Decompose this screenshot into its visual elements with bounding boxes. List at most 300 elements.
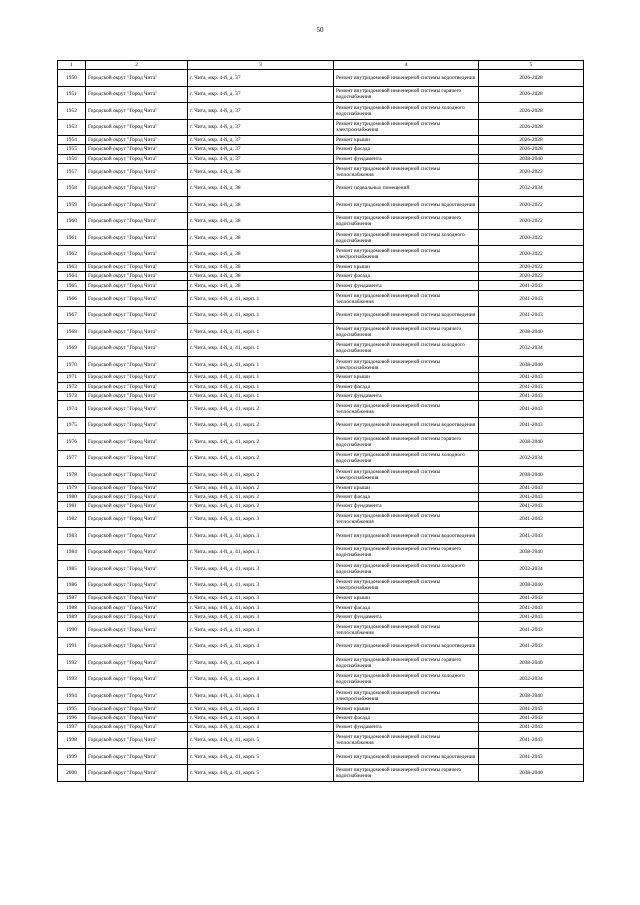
table-row <box>58 434 584 451</box>
row-number-cell: 1985 <box>58 561 86 578</box>
work-type-cell: Ремонт крыши <box>334 483 479 492</box>
row-number-cell: 1954 <box>58 136 86 145</box>
period-cell: 2038-2040 <box>479 687 584 704</box>
address-cell: г. Чита, мкр. 4-й, д. 41, корп. 2 <box>188 417 334 434</box>
address-cell: г. Чита, мкр. 4-й, д. 41, корп. 3 <box>188 544 334 561</box>
period-cell: 2038-2040 <box>479 765 584 782</box>
work-type-cell: Ремонт внутридомовой инженерной системы водоотведения <box>334 70 479 87</box>
address-cell: г. Чита, мкр. 4-й, д. 41, корп. 3 <box>188 577 334 594</box>
row-number-cell: 1963 <box>58 262 86 271</box>
table-row <box>58 704 584 713</box>
address-cell: г. Чита, мкр. 4-й, д. 37 <box>188 86 334 103</box>
address-cell: г. Чита, мкр. 4-й, д. 41, корп. 2 <box>188 502 334 511</box>
address-cell: г. Чита, мкр. 4-й, д. 41, корп. 2 <box>188 434 334 451</box>
row-number-cell: 1975 <box>58 417 86 434</box>
period-cell: 2041-2043 <box>479 391 584 400</box>
municipality-cell: Городской округ "Город Чита" <box>86 272 188 281</box>
work-type-cell: Ремонт фундамента <box>334 723 479 732</box>
period-cell: 2032-2034 <box>479 180 584 197</box>
municipality-cell: Городской округ "Город Чита" <box>86 765 188 782</box>
work-type-cell: Ремонт подвальных помещений <box>334 180 479 197</box>
table-row <box>58 145 584 154</box>
municipality-cell: Городской округ "Город Чита" <box>86 544 188 561</box>
table-row <box>58 281 584 290</box>
municipality-cell: Городской округ "Город Чита" <box>86 502 188 511</box>
table-row <box>58 511 584 528</box>
municipality-cell: Городской округ "Город Чита" <box>86 163 188 180</box>
address-cell: г. Чита, мкр. 4-й, д. 41, корп. 1 <box>188 340 334 357</box>
address-cell: г. Чита, мкр. 4-й, д. 41, корп. 5 <box>188 765 334 782</box>
table-row <box>58 246 584 263</box>
municipality-cell: Городской округ "Город Чита" <box>86 290 188 307</box>
municipality-cell: Городской округ "Город Чита" <box>86 723 188 732</box>
row-number-cell: 1969 <box>58 340 86 357</box>
period-cell: 2032-2034 <box>479 561 584 578</box>
table-row <box>58 638 584 655</box>
table-row <box>58 594 584 603</box>
municipality-cell: Городской округ "Город Чита" <box>86 748 188 765</box>
municipality-cell: Городской округ "Город Чита" <box>86 86 188 103</box>
work-type-cell: Ремонт фундамента <box>334 502 479 511</box>
address-cell: г. Чита, мкр. 4-й, д. 41, корп. 3 <box>188 612 334 621</box>
period-cell: 2041-2043 <box>479 281 584 290</box>
period-cell: 2038-2040 <box>479 356 584 373</box>
address-cell: г. Чита, мкр. 4-й, д. 41, корп. 4 <box>188 713 334 722</box>
table-row <box>58 561 584 578</box>
table-row <box>58 401 584 418</box>
table-row <box>58 154 584 163</box>
work-type-cell: Ремонт внутридомовой инженерной системы электроснабжения <box>334 119 479 136</box>
work-type-cell: Ремонт фундамента <box>334 612 479 621</box>
table-row <box>58 732 584 749</box>
address-cell: г. Чита, мкр. 4-й, д. 41, корп. 1 <box>188 307 334 324</box>
municipality-cell: Городской округ "Город Чита" <box>86 594 188 603</box>
municipality-cell: Городской округ "Город Чита" <box>86 577 188 594</box>
period-cell: 2041-2043 <box>479 528 584 545</box>
municipality-cell: Городской округ "Город Чита" <box>86 511 188 528</box>
work-type-cell: Ремонт внутридомовой инженерной системы электроснабжения <box>334 246 479 263</box>
address-cell: г. Чита, мкр. 4-й, д. 41, корп. 4 <box>188 671 334 688</box>
address-cell: г. Чита, мкр. 4-й, д. 37 <box>188 154 334 163</box>
table-row <box>58 687 584 704</box>
work-type-cell: Ремонт внутридомовой инженерной системы теплоснабжения <box>334 163 479 180</box>
period-cell: 2041-2043 <box>479 401 584 418</box>
work-type-cell: Ремонт внутридомовой инженерной системы горячего водоснабжения <box>334 434 479 451</box>
table-row <box>58 528 584 545</box>
table-row <box>58 323 584 340</box>
row-number-cell: 1989 <box>58 612 86 621</box>
table-header-row <box>58 61 584 70</box>
row-number-cell: 1968 <box>58 323 86 340</box>
period-cell: 2038-2040 <box>479 434 584 451</box>
table-row <box>58 340 584 357</box>
work-type-cell: Ремонт крыши <box>334 262 479 271</box>
municipality-cell: Городской округ "Город Чита" <box>86 382 188 391</box>
period-cell: 2026-2028 <box>479 103 584 120</box>
work-type-cell: Ремонт внутридомовой инженерной системы горячего водоснабжения <box>334 86 479 103</box>
row-number-cell: 1979 <box>58 483 86 492</box>
municipality-cell: Городской округ "Город Чита" <box>86 307 188 324</box>
municipality-cell: Городской округ "Город Чита" <box>86 654 188 671</box>
work-type-cell: Ремонт внутридомовой инженерной системы холодного водоснабжения <box>334 671 479 688</box>
municipality-cell: Городской округ "Город Чита" <box>86 434 188 451</box>
table-row <box>58 119 584 136</box>
address-cell: г. Чита, мкр. 4-й, д. 41, корп. 3 <box>188 511 334 528</box>
address-cell: г. Чита, мкр. 4-й, д. 41, корп. 4 <box>188 638 334 655</box>
period-cell: 2038-2040 <box>479 467 584 484</box>
table-row <box>58 603 584 612</box>
table-row <box>58 272 584 281</box>
work-type-cell: Ремонт фундамента <box>334 154 479 163</box>
column-header: 3 <box>188 61 334 70</box>
work-type-cell: Ремонт внутридомовой инженерной системы электроснабжения <box>334 467 479 484</box>
row-number-cell: 1986 <box>58 577 86 594</box>
row-number-cell: 1957 <box>58 163 86 180</box>
period-cell: 2020-2022 <box>479 213 584 230</box>
period-cell: 2041-2043 <box>479 638 584 655</box>
municipality-cell: Городской округ "Город Чита" <box>86 603 188 612</box>
period-cell: 2041-2043 <box>479 713 584 722</box>
work-type-cell: Ремонт внутридомовой инженерной системы холодного водоснабжения <box>334 103 479 120</box>
address-cell: г. Чита, мкр. 4-й, д. 37 <box>188 119 334 136</box>
table-row <box>58 307 584 324</box>
work-type-cell: Ремонт крыши <box>334 704 479 713</box>
work-type-cell: Ремонт внутридомовой инженерной системы горячего водоснабжения <box>334 765 479 782</box>
address-cell: г. Чита, мкр. 4-й, д. 38 <box>188 163 334 180</box>
row-number-cell: 1996 <box>58 713 86 722</box>
municipality-cell: Городской округ "Город Чита" <box>86 196 188 213</box>
table-row <box>58 382 584 391</box>
period-cell: 2038-2040 <box>479 544 584 561</box>
period-cell: 2020-2022 <box>479 246 584 263</box>
row-number-cell: 1987 <box>58 594 86 603</box>
address-cell: г. Чита, мкр. 4-й, д. 41, корп. 1 <box>188 290 334 307</box>
address-cell: г. Чита, мкр. 4-й, д. 41, корп. 3 <box>188 561 334 578</box>
row-number-cell: 1977 <box>58 450 86 467</box>
work-type-cell: Ремонт внутридомовой инженерной системы теплоснабжения <box>334 732 479 749</box>
address-cell: г. Чита, мкр. 4-й, д. 37 <box>188 136 334 145</box>
work-type-cell: Ремонт фасада <box>334 603 479 612</box>
row-number-cell: 1983 <box>58 528 86 545</box>
page-number: 50 <box>316 26 324 34</box>
work-type-cell: Ремонт фундамента <box>334 391 479 400</box>
period-cell: 2041-2043 <box>479 748 584 765</box>
row-number-cell: 1966 <box>58 290 86 307</box>
repair-schedule-table <box>57 60 584 782</box>
municipality-cell: Городской округ "Город Чита" <box>86 180 188 197</box>
row-number-cell: 1972 <box>58 382 86 391</box>
period-cell: 2020-2022 <box>479 262 584 271</box>
period-cell: 2038-2040 <box>479 154 584 163</box>
municipality-cell: Городской округ "Город Чита" <box>86 262 188 271</box>
address-cell: г. Чита, мкр. 4-й, д. 41, корп. 1 <box>188 373 334 382</box>
work-type-cell: Ремонт внутридомовой инженерной системы водоотведения <box>334 748 479 765</box>
period-cell: 2041-2043 <box>479 612 584 621</box>
municipality-cell: Городской округ "Город Чита" <box>86 704 188 713</box>
municipality-cell: Городской округ "Город Чита" <box>86 450 188 467</box>
municipality-cell: Городской округ "Город Чита" <box>86 281 188 290</box>
address-cell: г. Чита, мкр. 4-й, д. 41, корп. 1 <box>188 356 334 373</box>
row-number-cell: 1960 <box>58 213 86 230</box>
row-number-cell: 1991 <box>58 638 86 655</box>
row-number-cell: 1995 <box>58 704 86 713</box>
address-cell: г. Чита, мкр. 4-й, д. 41, корп. 2 <box>188 492 334 501</box>
row-number-cell: 1958 <box>58 180 86 197</box>
row-number-cell: 1999 <box>58 748 86 765</box>
work-type-cell: Ремонт внутридомовой инженерной системы горячего водоснабжения <box>334 544 479 561</box>
row-number-cell: 1959 <box>58 196 86 213</box>
table-row <box>58 70 584 87</box>
address-cell: г. Чита, мкр. 4-й, д. 41, корп. 2 <box>188 483 334 492</box>
address-cell: г. Чита, мкр. 4-й, д. 41, корп. 4 <box>188 723 334 732</box>
municipality-cell: Городской округ "Город Чита" <box>86 612 188 621</box>
table-row <box>58 136 584 145</box>
address-cell: г. Чита, мкр. 4-й, д. 41, корп. 3 <box>188 528 334 545</box>
work-type-cell: Ремонт внутридомовой инженерной системы теплоснабжения <box>334 621 479 638</box>
address-cell: г. Чита, мкр. 4-й, д. 38 <box>188 229 334 246</box>
municipality-cell: Городской округ "Город Чита" <box>86 467 188 484</box>
work-type-cell: Ремонт внутридомовой инженерной системы горячего водоснабжения <box>334 323 479 340</box>
address-cell: г. Чита, мкр. 4-й, д. 38 <box>188 262 334 271</box>
table-row <box>58 748 584 765</box>
municipality-cell: Городской округ "Город Чита" <box>86 323 188 340</box>
period-cell: 2041-2043 <box>479 621 584 638</box>
row-number-cell: 1982 <box>58 511 86 528</box>
period-cell: 2041-2043 <box>479 483 584 492</box>
address-cell: г. Чита, мкр. 4-й, д. 41, корп. 5 <box>188 732 334 749</box>
period-cell: 2020-2022 <box>479 272 584 281</box>
address-cell: г. Чита, мкр. 4-й, д. 38 <box>188 246 334 263</box>
row-number-cell: 1976 <box>58 434 86 451</box>
period-cell: 2041-2043 <box>479 594 584 603</box>
work-type-cell: Ремонт внутридомовой инженерной системы горячего водоснабжения <box>334 654 479 671</box>
row-number-cell: 1964 <box>58 272 86 281</box>
row-number-cell: 1997 <box>58 723 86 732</box>
period-cell: 2032-2034 <box>479 340 584 357</box>
work-type-cell: Ремонт внутридомовой инженерной системы горячего водоснабжения <box>334 213 479 230</box>
work-type-cell: Ремонт внутридомовой инженерной системы водоотведения <box>334 638 479 655</box>
row-number-cell: 1950 <box>58 70 86 87</box>
row-number-cell: 1973 <box>58 391 86 400</box>
table-row <box>58 671 584 688</box>
address-cell: г. Чита, мкр. 4-й, д. 41, корп. 4 <box>188 654 334 671</box>
row-number-cell: 2000 <box>58 765 86 782</box>
address-cell: г. Чита, мкр. 4-й, д. 41, корп. 3 <box>188 603 334 612</box>
work-type-cell: Ремонт внутридомовой инженерной системы холодного водоснабжения <box>334 340 479 357</box>
column-header: 1 <box>58 61 86 70</box>
address-cell: г. Чита, мкр. 4-й, д. 41, корп. 2 <box>188 467 334 484</box>
address-cell: г. Чита, мкр. 4-й, д. 38 <box>188 213 334 230</box>
table-row <box>58 765 584 782</box>
period-cell: 2026-2028 <box>479 145 584 154</box>
municipality-cell: Городской округ "Город Чита" <box>86 246 188 263</box>
row-number-cell: 1988 <box>58 603 86 612</box>
municipality-cell: Городской округ "Город Чита" <box>86 119 188 136</box>
table-row <box>58 492 584 501</box>
municipality-cell: Городской округ "Город Чита" <box>86 417 188 434</box>
work-type-cell: Ремонт внутридомовой инженерной системы водоотведения <box>334 196 479 213</box>
work-type-cell: Ремонт внутридомовой инженерной системы теплоснабжения <box>334 290 479 307</box>
period-cell: 2041-2043 <box>479 492 584 501</box>
period-cell: 2026-2028 <box>479 86 584 103</box>
municipality-cell: Городской округ "Город Чита" <box>86 145 188 154</box>
column-header: 4 <box>334 61 479 70</box>
table-body <box>58 70 584 782</box>
address-cell: г. Чита, мкр. 4-й, д. 37 <box>188 70 334 87</box>
period-cell: 2026-2028 <box>479 119 584 136</box>
period-cell: 2041-2043 <box>479 511 584 528</box>
period-cell: 2041-2043 <box>479 723 584 732</box>
table-row <box>58 86 584 103</box>
municipality-cell: Городской округ "Город Чита" <box>86 136 188 145</box>
period-cell: 2026-2028 <box>479 136 584 145</box>
address-cell: г. Чита, мкр. 4-й, д. 38 <box>188 196 334 213</box>
table-row <box>58 467 584 484</box>
municipality-cell: Городской округ "Город Чита" <box>86 356 188 373</box>
work-type-cell: Ремонт фасада <box>334 272 479 281</box>
work-type-cell: Ремонт внутридомовой инженерной системы теплоснабжения <box>334 401 479 418</box>
address-cell: г. Чита, мкр. 4-й, д. 38 <box>188 281 334 290</box>
row-number-cell: 1974 <box>58 401 86 418</box>
municipality-cell: Городской округ "Город Чита" <box>86 103 188 120</box>
period-cell: 2038-2040 <box>479 323 584 340</box>
address-cell: г. Чита, мкр. 4-й, д. 37 <box>188 103 334 120</box>
table-row <box>58 356 584 373</box>
municipality-cell: Городской округ "Город Чита" <box>86 561 188 578</box>
table-row <box>58 544 584 561</box>
row-number-cell: 1984 <box>58 544 86 561</box>
table-row <box>58 290 584 307</box>
row-number-cell: 1953 <box>58 119 86 136</box>
municipality-cell: Городской округ "Город Чита" <box>86 687 188 704</box>
period-cell: 2041-2043 <box>479 373 584 382</box>
address-cell: г. Чита, мкр. 4-й, д. 37 <box>188 145 334 154</box>
period-cell: 2041-2043 <box>479 603 584 612</box>
period-cell: 2026-2028 <box>479 70 584 87</box>
address-cell: г. Чита, мкр. 4-й, д. 41, корп. 2 <box>188 450 334 467</box>
period-cell: 2041-2043 <box>479 290 584 307</box>
municipality-cell: Городской округ "Город Чита" <box>86 483 188 492</box>
table-row <box>58 262 584 271</box>
work-type-cell: Ремонт внутридомовой инженерной системы водоотведения <box>334 307 479 324</box>
row-number-cell: 1955 <box>58 145 86 154</box>
row-number-cell: 1956 <box>58 154 86 163</box>
row-number-cell: 1962 <box>58 246 86 263</box>
row-number-cell: 1951 <box>58 86 86 103</box>
row-number-cell: 1967 <box>58 307 86 324</box>
municipality-cell: Городской округ "Город Чита" <box>86 229 188 246</box>
table-row <box>58 103 584 120</box>
work-type-cell: Ремонт внутридомовой инженерной системы водоотведения <box>334 528 479 545</box>
municipality-cell: Городской округ "Город Чита" <box>86 213 188 230</box>
table-row <box>58 621 584 638</box>
table-row <box>58 196 584 213</box>
work-type-cell: Ремонт крыши <box>334 594 479 603</box>
row-number-cell: 1971 <box>58 373 86 382</box>
municipality-cell: Городской округ "Город Чита" <box>86 638 188 655</box>
column-header: 5 <box>479 61 584 70</box>
municipality-cell: Городской округ "Город Чита" <box>86 492 188 501</box>
work-type-cell: Ремонт фасада <box>334 713 479 722</box>
municipality-cell: Городской округ "Город Чита" <box>86 373 188 382</box>
address-cell: г. Чита, мкр. 4-й, д. 41, корп. 5 <box>188 748 334 765</box>
work-type-cell: Ремонт крыши <box>334 373 479 382</box>
address-cell: г. Чита, мкр. 4-й, д. 41, корп. 4 <box>188 621 334 638</box>
municipality-cell: Городской округ "Город Чита" <box>86 732 188 749</box>
address-cell: г. Чита, мкр. 4-й, д. 41, корп. 3 <box>188 594 334 603</box>
address-cell: г. Чита, мкр. 4-й, д. 41, корп. 4 <box>188 704 334 713</box>
work-type-cell: Ремонт внутридомовой инженерной системы холодного водоснабжения <box>334 561 479 578</box>
municipality-cell: Городской округ "Город Чита" <box>86 391 188 400</box>
period-cell: 2020-2022 <box>479 229 584 246</box>
row-number-cell: 1978 <box>58 467 86 484</box>
work-type-cell: Ремонт фасада <box>334 492 479 501</box>
municipality-cell: Городской округ "Город Чита" <box>86 401 188 418</box>
table-row <box>58 391 584 400</box>
table-row <box>58 417 584 434</box>
work-type-cell: Ремонт фасада <box>334 382 479 391</box>
period-cell: 2020-2022 <box>479 163 584 180</box>
address-cell: г. Чита, мкр. 4-й, д. 41, корп. 1 <box>188 323 334 340</box>
work-type-cell: Ремонт внутридомовой инженерной системы холодного водоснабжения <box>334 229 479 246</box>
municipality-cell: Городской округ "Город Чита" <box>86 528 188 545</box>
period-cell: 2020-2022 <box>479 196 584 213</box>
table-row <box>58 577 584 594</box>
work-type-cell: Ремонт фундамента <box>334 281 479 290</box>
table-row <box>58 373 584 382</box>
row-number-cell: 1981 <box>58 502 86 511</box>
table-row <box>58 502 584 511</box>
municipality-cell: Городской округ "Город Чита" <box>86 70 188 87</box>
period-cell: 2041-2043 <box>479 417 584 434</box>
address-cell: г. Чита, мкр. 4-й, д. 38 <box>188 180 334 197</box>
period-cell: 2038-2040 <box>479 654 584 671</box>
row-number-cell: 1970 <box>58 356 86 373</box>
address-cell: г. Чита, мкр. 4-й, д. 38 <box>188 272 334 281</box>
address-cell: г. Чита, мкр. 4-й, д. 41, корп. 1 <box>188 391 334 400</box>
table-row <box>58 654 584 671</box>
row-number-cell: 1994 <box>58 687 86 704</box>
table-row <box>58 723 584 732</box>
work-type-cell: Ремонт внутридомовой инженерной системы теплоснабжения <box>334 511 479 528</box>
row-number-cell: 1993 <box>58 671 86 688</box>
row-number-cell: 1952 <box>58 103 86 120</box>
work-type-cell: Ремонт внутридомовой инженерной системы водоотведения <box>334 417 479 434</box>
work-type-cell: Ремонт внутридомовой инженерной системы электроснабжения <box>334 577 479 594</box>
work-type-cell: Ремонт крыши <box>334 136 479 145</box>
column-header: 2 <box>86 61 188 70</box>
address-cell: г. Чита, мкр. 4-й, д. 41, корп. 4 <box>188 687 334 704</box>
table-row <box>58 213 584 230</box>
work-type-cell: Ремонт фасада <box>334 145 479 154</box>
row-number-cell: 1990 <box>58 621 86 638</box>
municipality-cell: Городской округ "Город Чита" <box>86 340 188 357</box>
table-row <box>58 229 584 246</box>
work-type-cell: Ремонт внутридомовой инженерной системы холодного водоснабжения <box>334 450 479 467</box>
row-number-cell: 1998 <box>58 732 86 749</box>
period-cell: 2038-2040 <box>479 577 584 594</box>
row-number-cell: 1992 <box>58 654 86 671</box>
municipality-cell: Городской округ "Город Чита" <box>86 671 188 688</box>
work-type-cell: Ремонт внутридомовой инженерной системы электроснабжения <box>334 356 479 373</box>
period-cell: 2041-2043 <box>479 382 584 391</box>
table-row <box>58 713 584 722</box>
row-number-cell: 1961 <box>58 229 86 246</box>
municipality-cell: Городской округ "Город Чита" <box>86 621 188 638</box>
table-row <box>58 612 584 621</box>
table-row <box>58 483 584 492</box>
address-cell: г. Чита, мкр. 4-й, д. 41, корп. 1 <box>188 382 334 391</box>
